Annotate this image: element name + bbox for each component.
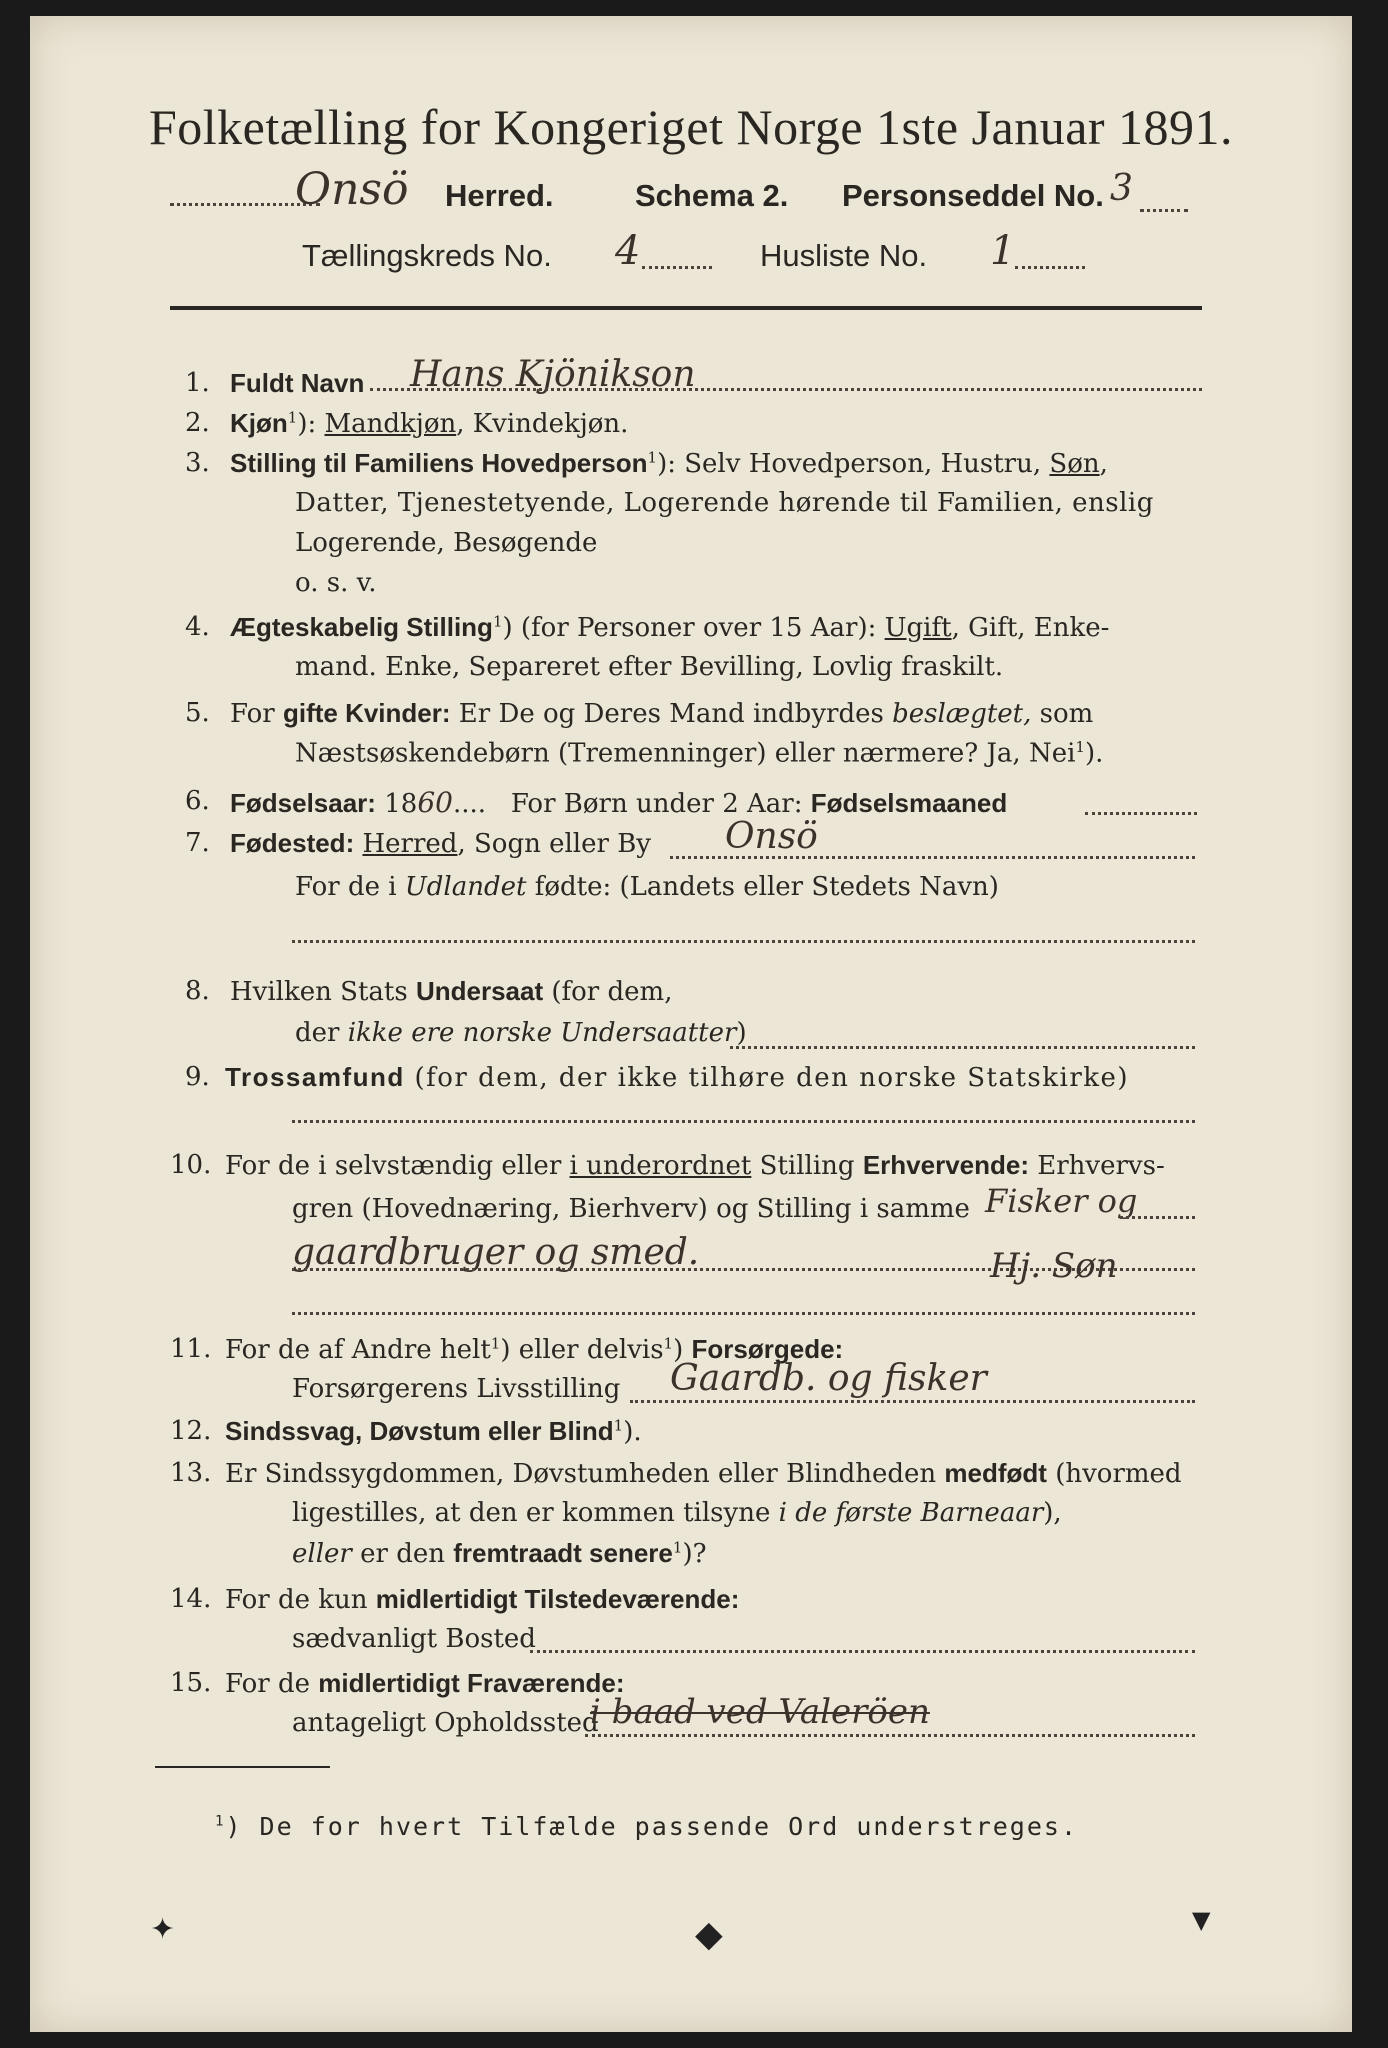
dotted-line xyxy=(730,1046,1195,1049)
q14-number: 14. xyxy=(170,1584,212,1614)
q10-number: 10. xyxy=(170,1150,212,1180)
dotted-line xyxy=(292,1120,1195,1123)
q7-rest: , Sogn eller By xyxy=(457,829,651,859)
dotted-line xyxy=(1140,209,1188,212)
q9-number: 9. xyxy=(185,1062,210,1092)
q11-mid: ) eller delvis xyxy=(500,1335,664,1365)
q5-number: 5. xyxy=(185,698,210,728)
q8-post: (for dem, xyxy=(543,977,673,1007)
q10-post: Erhvervs- xyxy=(1029,1151,1165,1181)
q5-pre: For xyxy=(230,699,275,729)
q5-end: som xyxy=(1031,699,1094,729)
provider-occupation-value: Gaardb. og fisker xyxy=(670,1358,987,1399)
dotted-line xyxy=(292,1312,1195,1315)
dotted-line xyxy=(292,940,1195,943)
q12-post: ). xyxy=(623,1417,642,1447)
q4-line2: mand. Enke, Separeret efter Bevilling, Lovlig fraskilt. xyxy=(295,652,1004,682)
footnote-ref: 1 xyxy=(613,1416,624,1435)
q13-line1 xyxy=(225,1458,1182,1489)
q3-label: Stilling til Familiens Hovedperson xyxy=(230,448,648,478)
q15-label: midlertidigt Fraværende: xyxy=(318,1668,625,1698)
dotted-line xyxy=(530,1650,1195,1653)
footnote-ref: 1 xyxy=(492,612,503,631)
marital-option-ugift: Ugift xyxy=(884,613,952,643)
dotted-line xyxy=(1015,266,1085,269)
q13-line3-label: fremtraadt senere xyxy=(453,1538,673,1568)
registration-mark-left: ✦ xyxy=(150,1912,176,1947)
q4-label: Ægteskabelig Stilling xyxy=(230,612,493,642)
q12-label: Sindssvag, Døvstum eller Blind xyxy=(225,1416,614,1446)
birth-year-prefix: 18 xyxy=(384,789,418,819)
margin-note: Hj. Søn xyxy=(990,1246,1118,1286)
registration-mark-right: ▼ xyxy=(1192,1906,1211,1934)
birthplace-value: Onsö xyxy=(725,816,818,857)
q5-line1 xyxy=(230,698,1093,729)
q4-number: 4. xyxy=(185,612,210,642)
footnote-ref: 1 xyxy=(672,1538,683,1557)
q14-label: midlertidigt Tilstedeværende: xyxy=(375,1584,740,1614)
q7-line1 xyxy=(230,828,651,859)
birth-year-value: 60 xyxy=(417,786,453,819)
absent-location-value: i baad ved Valeröen xyxy=(590,1692,930,1732)
q5-label: gifte Kvinder: xyxy=(282,698,451,728)
q11-number: 11. xyxy=(170,1334,212,1364)
q1-label: Fuldt Navn xyxy=(230,368,365,398)
form-title: Folketælling for Kongeriget Norge 1ste Januar 1891. xyxy=(148,99,1234,155)
q8-number: 8. xyxy=(185,976,210,1006)
occupation-value-1: Fisker og xyxy=(985,1182,1138,1220)
q10-line2: gren (Hovednæring, Bierhverv) og Stilling i samme xyxy=(292,1194,970,1224)
q10-pre: For de i selvstændig eller xyxy=(225,1151,570,1181)
q8-label: Undersaat xyxy=(415,976,544,1006)
q10-option-underordnet: i underordnet xyxy=(569,1151,752,1181)
q15-line2: antageligt Opholdssted xyxy=(292,1708,599,1738)
birthplace-option-herred: Herred xyxy=(362,829,458,859)
footnote xyxy=(215,1812,1078,1841)
sex-option-male: Mandkjøn xyxy=(324,409,457,439)
q5-line2: Næstsøskendebørn (Tremenninger) eller nærmere? Ja, Nei$^1$). xyxy=(295,738,1104,769)
q9-label: Trossamfund xyxy=(225,1062,405,1092)
q13-line3-post: )? xyxy=(682,1539,707,1569)
q10-label: Erhvervende: xyxy=(862,1150,1029,1180)
husliste-value: 1 xyxy=(990,228,1016,274)
census-form-page xyxy=(30,16,1352,2032)
q13-line3 xyxy=(292,1538,707,1569)
role-option-son: Søn xyxy=(1049,449,1100,479)
q15-line1 xyxy=(225,1668,625,1699)
dotted-line xyxy=(642,266,712,269)
q14-pre: For de kun xyxy=(225,1585,368,1615)
q13-post: (hvormed xyxy=(1046,1459,1182,1489)
q7-line2-ital: Udlandet xyxy=(404,872,527,902)
occupation-value-2: gaardbruger og smed. xyxy=(292,1232,700,1273)
q2-label: Kjøn xyxy=(230,408,288,438)
dotted-line xyxy=(370,388,1202,391)
dotted-line xyxy=(1120,1216,1195,1219)
q8-pre: Hvilken Stats xyxy=(230,977,408,1007)
q3-number: 3. xyxy=(185,448,210,478)
q7-line2-post: fødte: (Landets eller Stedets Navn) xyxy=(526,872,999,902)
q15-number: 15. xyxy=(170,1668,212,1698)
q7-line2 xyxy=(295,872,999,902)
q4-line1 xyxy=(230,612,1109,643)
q11-pre: For de af Andre helt xyxy=(225,1335,491,1365)
dotted-line xyxy=(630,1400,1195,1403)
q10-mid: Stilling xyxy=(751,1151,863,1181)
q10-line1 xyxy=(225,1150,1165,1181)
q7-line2-pre: For de i xyxy=(295,872,405,902)
footnote-ref: 1 xyxy=(490,1334,501,1353)
kreds-value: 4 xyxy=(615,228,641,274)
footnote-marker: 1 xyxy=(215,1813,226,1830)
husliste-label: Husliste No. xyxy=(760,238,928,273)
q14-line2: sædvanligt Bosted xyxy=(292,1624,536,1654)
q3-line3: Logerende, Besøgende xyxy=(295,528,598,558)
q2-number: 2. xyxy=(185,408,210,438)
q7-label: Fødested: xyxy=(230,828,355,858)
q6-mid: For Børn under 2 Aar: xyxy=(510,789,803,819)
q4-line1-pre: ) (for Personer over 15 Aar): xyxy=(502,613,885,643)
q9-rest: (for dem, der ikke tilhøre den norske Statskirke) xyxy=(404,1063,1130,1093)
q2-rest: , Kvindekjøn. xyxy=(456,409,629,439)
dotted-line xyxy=(585,1734,1195,1737)
kreds-label: Tællingskreds No. xyxy=(302,238,552,273)
q3-line4: o. s. v. xyxy=(295,568,377,598)
q13-line3-mid: er den xyxy=(351,1539,454,1569)
q3-line2: Datter, Tjenestetyende, Logerende hørende til Familien, enslig xyxy=(295,488,1154,518)
footnote-rule xyxy=(155,1766,330,1768)
q8-line2-post: ) xyxy=(736,1018,747,1048)
q7-number: 7. xyxy=(185,828,210,858)
footnote-text: ) De for hvert Tilfælde passende Ord understreges. xyxy=(225,1812,1079,1841)
q5-line2-text: Næstsøskendebørn (Tremenninger) eller nærmere? Ja, Nei xyxy=(295,738,1076,769)
q8-line2-ital: ikke ere norske Undersaatter xyxy=(347,1018,737,1048)
schema-label: Schema 2. xyxy=(635,178,789,213)
q13-line2-post: ), xyxy=(1043,1498,1062,1528)
q8-line2 xyxy=(295,1018,747,1048)
herred-label: Herred. xyxy=(445,178,554,213)
q12-number: 12. xyxy=(170,1416,212,1446)
q11-label: Forsørgede: xyxy=(691,1334,844,1364)
q8-line1 xyxy=(230,976,672,1007)
registration-mark-center: ◆ xyxy=(695,1914,723,1955)
q13-line3-ital: eller xyxy=(292,1539,352,1569)
dotted-line xyxy=(670,856,1195,859)
footnote-ref: 1 xyxy=(1075,738,1085,756)
q4-line1-post: , Gift, Enke- xyxy=(951,613,1110,643)
footnote-ref: 1 xyxy=(287,408,298,427)
q6-label2: Fødselsmaaned xyxy=(810,788,1008,818)
q3-line1-rest: ): Selv Hovedperson, Hustru, xyxy=(657,449,1050,479)
q15-pre: For de xyxy=(225,1669,310,1699)
q11-line2: Forsørgerens Livsstilling xyxy=(292,1374,621,1404)
dotted-line xyxy=(1085,812,1197,815)
q6-label: Fødselsaar: xyxy=(230,788,376,818)
q13-number: 13. xyxy=(170,1458,212,1488)
q3-line1: Stilling til Familiens Hovedperson$^1$): Selv Hovedperson, Hustru, Søn, xyxy=(230,448,1108,479)
q13-label: medfødt xyxy=(944,1458,1047,1488)
q13-pre: Er Sindssygdommen, Døvstumheden eller Blindheden xyxy=(225,1459,945,1489)
q1-number: 1. xyxy=(185,368,210,398)
personseddel-value: 3 xyxy=(1110,168,1133,209)
footnote-ref: 1 xyxy=(647,448,658,467)
herred-value: Onsö xyxy=(295,164,409,215)
q8-line2-pre: der xyxy=(295,1018,348,1048)
q13-line2 xyxy=(292,1498,1062,1528)
q6-number: 6. xyxy=(185,786,210,816)
q2-line: Kjøn$^1$): Mandkjøn, Kvindekjøn. xyxy=(230,408,629,439)
q5-ital: beslægtet, xyxy=(892,699,1032,729)
q11-line1: For de af Andre helt$^1$) eller delvis$^1$) Forsørgede: xyxy=(225,1334,844,1365)
header-rule xyxy=(170,306,1202,310)
footnote-ref: 1 xyxy=(663,1334,674,1353)
q6-line: Fødselsaar: 1860.... For Børn under 2 Aar: Fødselsmaaned xyxy=(230,786,1008,819)
q13-line2-ital: i de første Barneaar xyxy=(778,1498,1044,1528)
full-name-value: Hans Kjönikson xyxy=(410,354,696,395)
q13-line2-pre: ligestilles, at den er kommen tilsyne xyxy=(292,1498,779,1528)
q12-line xyxy=(225,1416,642,1447)
q5-mid: Er De og Deres Mand indbyrdes xyxy=(450,699,893,729)
personseddel-label: Personseddel No. xyxy=(842,178,1104,213)
q14-line1 xyxy=(225,1584,739,1615)
q9-line xyxy=(225,1062,1129,1093)
